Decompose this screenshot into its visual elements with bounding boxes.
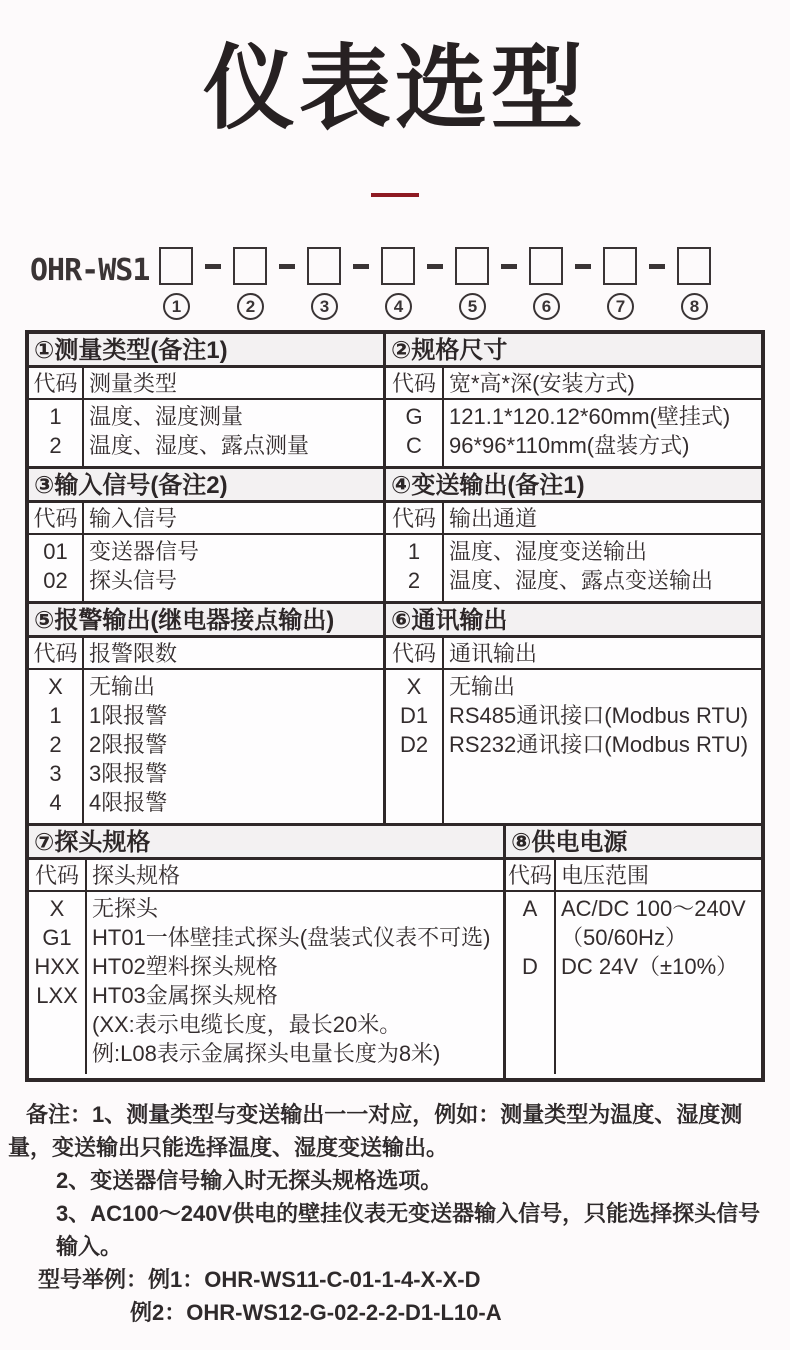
position-number: 7: [607, 293, 634, 320]
code-cell: 02: [43, 568, 68, 594]
position-number: 4: [385, 293, 412, 320]
section-data: [386, 535, 761, 601]
desc-column-header: 电压范围: [561, 863, 650, 889]
desc-column: [444, 670, 761, 823]
code-cell: X: [48, 674, 63, 700]
note-line-2: 2、变送器信号输入时无探头规格选项。: [56, 1168, 443, 1194]
desc-cell: 无探头: [92, 896, 159, 922]
desc-column: [84, 400, 383, 466]
desc-column: [84, 535, 383, 601]
dash-separator: [575, 264, 591, 269]
model-position-box: [381, 247, 415, 285]
position-number: 8: [681, 293, 708, 320]
model-position-6: [529, 247, 563, 320]
desc-cell: HT02塑料探头规格: [92, 954, 278, 980]
section-communication-output: [386, 604, 761, 823]
desc-cell: 2限报警: [89, 732, 168, 758]
code-column-header: 代码: [506, 860, 556, 890]
code-cell: 1: [49, 404, 62, 430]
code-column: [29, 535, 84, 601]
desc-cell: 温度、湿度变送输出: [449, 539, 648, 565]
desc-cell: 121.1*120.12*60mm(壁挂式): [449, 404, 731, 430]
section-header: ②规格尺寸: [386, 334, 761, 368]
model-position-box: [677, 247, 711, 285]
position-number: 6: [533, 293, 560, 320]
dash-separator: [279, 264, 295, 269]
code-column-header: 代码: [386, 368, 444, 398]
column-header-row: [386, 638, 761, 670]
code-cell: A: [522, 896, 538, 922]
code-column: [506, 892, 556, 1074]
desc-cell: 96*96*110mm(盘装方式): [449, 433, 690, 459]
section-data: [29, 400, 383, 466]
code-column: [386, 400, 444, 466]
column-header-row: [386, 368, 761, 400]
code-cell: 2: [49, 433, 62, 459]
column-header-row: [29, 368, 383, 400]
code-cell: [29, 1010, 85, 1039]
desc-column: [84, 670, 383, 823]
notes: [8, 1098, 782, 1329]
desc-cell: 温度、湿度、露点变送输出: [449, 568, 714, 594]
code-cell: 1: [49, 703, 62, 729]
code-cell: [506, 923, 554, 952]
desc-cell: RS485通讯接口(Modbus RTU): [449, 703, 749, 729]
code-column-header: 代码: [29, 860, 87, 890]
section-header: ⑦探头规格: [29, 826, 503, 860]
code-column-header: 代码: [29, 503, 84, 533]
section-data: [29, 535, 383, 601]
section-header: ⑧供电电源: [506, 826, 761, 860]
desc-cell: 探头信号: [89, 568, 178, 594]
model-position-box: [529, 247, 563, 285]
model-position-3: [307, 247, 341, 320]
code-cell: 01: [43, 539, 68, 565]
code-cell: 2: [49, 732, 62, 758]
desc-cell: AC/DC 100～240V: [561, 896, 746, 922]
desc-cell: 无输出: [449, 674, 516, 700]
model-position-box: [307, 247, 341, 285]
dash-separator: [427, 264, 443, 269]
code-cell: 2: [407, 568, 421, 594]
desc-column: [556, 892, 761, 1074]
model-example-2: 例2：OHR-WS12-G-02-2-2-D1-L10-A: [130, 1300, 502, 1326]
table-band-4: [29, 823, 761, 1078]
desc-cell: 无输出: [89, 674, 156, 700]
desc-cell: 3限报警: [89, 761, 168, 787]
desc-cell: （50/60Hz）: [561, 925, 687, 951]
code-column: [29, 400, 84, 466]
model-position-5: [455, 247, 489, 320]
model-position-1: [159, 247, 193, 320]
code-cell: X: [49, 896, 65, 922]
code-column: [386, 670, 444, 823]
model-prefix: OHR-WS1: [30, 253, 150, 289]
table-band-2: [29, 466, 761, 601]
table-band-1: [29, 334, 761, 466]
code-cell: 3: [49, 761, 62, 787]
code-cell: D: [522, 954, 538, 980]
column-header-row: [29, 860, 503, 892]
model-position-box: [159, 247, 193, 285]
desc-cell: 例:L08表示金属探头电量长度为8米): [92, 1041, 441, 1067]
code-column: [386, 535, 444, 601]
column-header-row: [29, 503, 383, 535]
code-cell: C: [406, 433, 422, 459]
model-position-box: [233, 247, 267, 285]
desc-column: [87, 892, 503, 1074]
code-cell: 1: [407, 539, 421, 565]
code-cell: [29, 1039, 85, 1068]
section-dimensions: [386, 334, 761, 466]
section-header: ⑥通讯输出: [386, 604, 761, 638]
section-transmit-output: [386, 469, 761, 601]
desc-cell: DC 24V（±10%）: [561, 954, 739, 980]
model-position-box: [603, 247, 637, 285]
desc-cell: 4限报警: [89, 790, 168, 816]
column-header-row: [506, 860, 761, 892]
code-column-header: 代码: [386, 638, 444, 668]
note-line-1: 备注：1、测量类型与变送输出一一对应，例如：测量类型为温度、湿度测量，变送输出只能选择温度、湿度变送输出。: [8, 1102, 743, 1161]
code-cell: X: [406, 674, 422, 700]
note-line-3: 3、AC100～240V供电的壁挂仪表无变送器输入信号，只能选择探头信号输入。: [56, 1201, 761, 1260]
code-cell: D2: [399, 732, 429, 758]
desc-column-header: 报警限数: [89, 641, 178, 667]
desc-cell: (XX:表示电缆长度，最长20米。: [92, 1012, 402, 1038]
title-underline: [371, 193, 419, 197]
desc-column-header: 通讯输出: [449, 641, 538, 667]
model-code-row: [30, 247, 790, 320]
column-header-row: [386, 503, 761, 535]
section-data: [29, 892, 503, 1078]
desc-cell: 1限报警: [89, 703, 168, 729]
dash-separator: [353, 264, 369, 269]
position-number: 5: [459, 293, 486, 320]
section-header: ④变送输出(备注1): [386, 469, 761, 503]
code-cell: HXX: [34, 954, 80, 980]
section-probe-spec: [29, 826, 506, 1078]
section-header: ⑤报警输出(继电器接点输出): [29, 604, 383, 638]
code-cell: D1: [399, 703, 429, 729]
code-column: [29, 670, 84, 823]
desc-column-header: 输出通道: [449, 506, 538, 532]
selection-table: [25, 330, 765, 1082]
model-position-box: [455, 247, 489, 285]
table-band-3: [29, 601, 761, 823]
section-power-supply: [506, 826, 761, 1078]
model-position-8: [677, 247, 711, 320]
section-header: ③输入信号(备注2): [29, 469, 383, 503]
model-example-1: 型号举例：例1：OHR-WS11-C-01-1-4-X-X-D: [38, 1267, 481, 1293]
code-column-header: 代码: [386, 503, 444, 533]
desc-cell: 温度、湿度测量: [89, 404, 244, 430]
desc-cell: HT01一体壁挂式探头(盘装式仪表不可选): [92, 925, 491, 951]
code-cell: G: [405, 404, 423, 430]
desc-column-header: 测量类型: [89, 371, 178, 397]
position-number: 3: [311, 293, 338, 320]
dash-separator: [649, 264, 665, 269]
position-number: 1: [163, 293, 190, 320]
section-input-signal: [29, 469, 386, 601]
section-alarm-output: [29, 604, 386, 823]
code-column: [29, 892, 87, 1074]
desc-column-header: 探头规格: [92, 863, 181, 889]
code-cell: G1: [42, 925, 72, 951]
desc-column: [444, 535, 761, 601]
desc-cell: 变送器信号: [89, 539, 200, 565]
desc-cell: 温度、湿度、露点测量: [89, 433, 310, 459]
column-header-row: [29, 638, 383, 670]
code-column-header: 代码: [29, 638, 84, 668]
section-header: ①测量类型(备注1): [29, 334, 383, 368]
section-data: [29, 670, 383, 823]
model-position-4: [381, 247, 415, 320]
page-title: 仪表选型: [202, 38, 587, 140]
desc-column-header: 输入信号: [89, 506, 178, 532]
desc-cell: RS232通讯接口(Modbus RTU): [449, 732, 749, 758]
section-data: [386, 400, 761, 466]
desc-cell: HT03金属探头规格: [92, 983, 278, 1009]
model-position-7: [603, 247, 637, 320]
dash-separator: [205, 264, 221, 269]
section-data: [506, 892, 761, 1078]
code-cell: 4: [49, 790, 62, 816]
position-number: 2: [237, 293, 264, 320]
desc-column-header: 宽*高*深(安装方式): [449, 371, 635, 397]
section-measure-type: [29, 334, 386, 466]
code-column-header: 代码: [29, 368, 84, 398]
model-position-2: [233, 247, 267, 320]
section-data: [386, 670, 761, 823]
code-cell: LXX: [36, 983, 78, 1009]
desc-column: [444, 400, 761, 466]
dash-separator: [501, 264, 517, 269]
